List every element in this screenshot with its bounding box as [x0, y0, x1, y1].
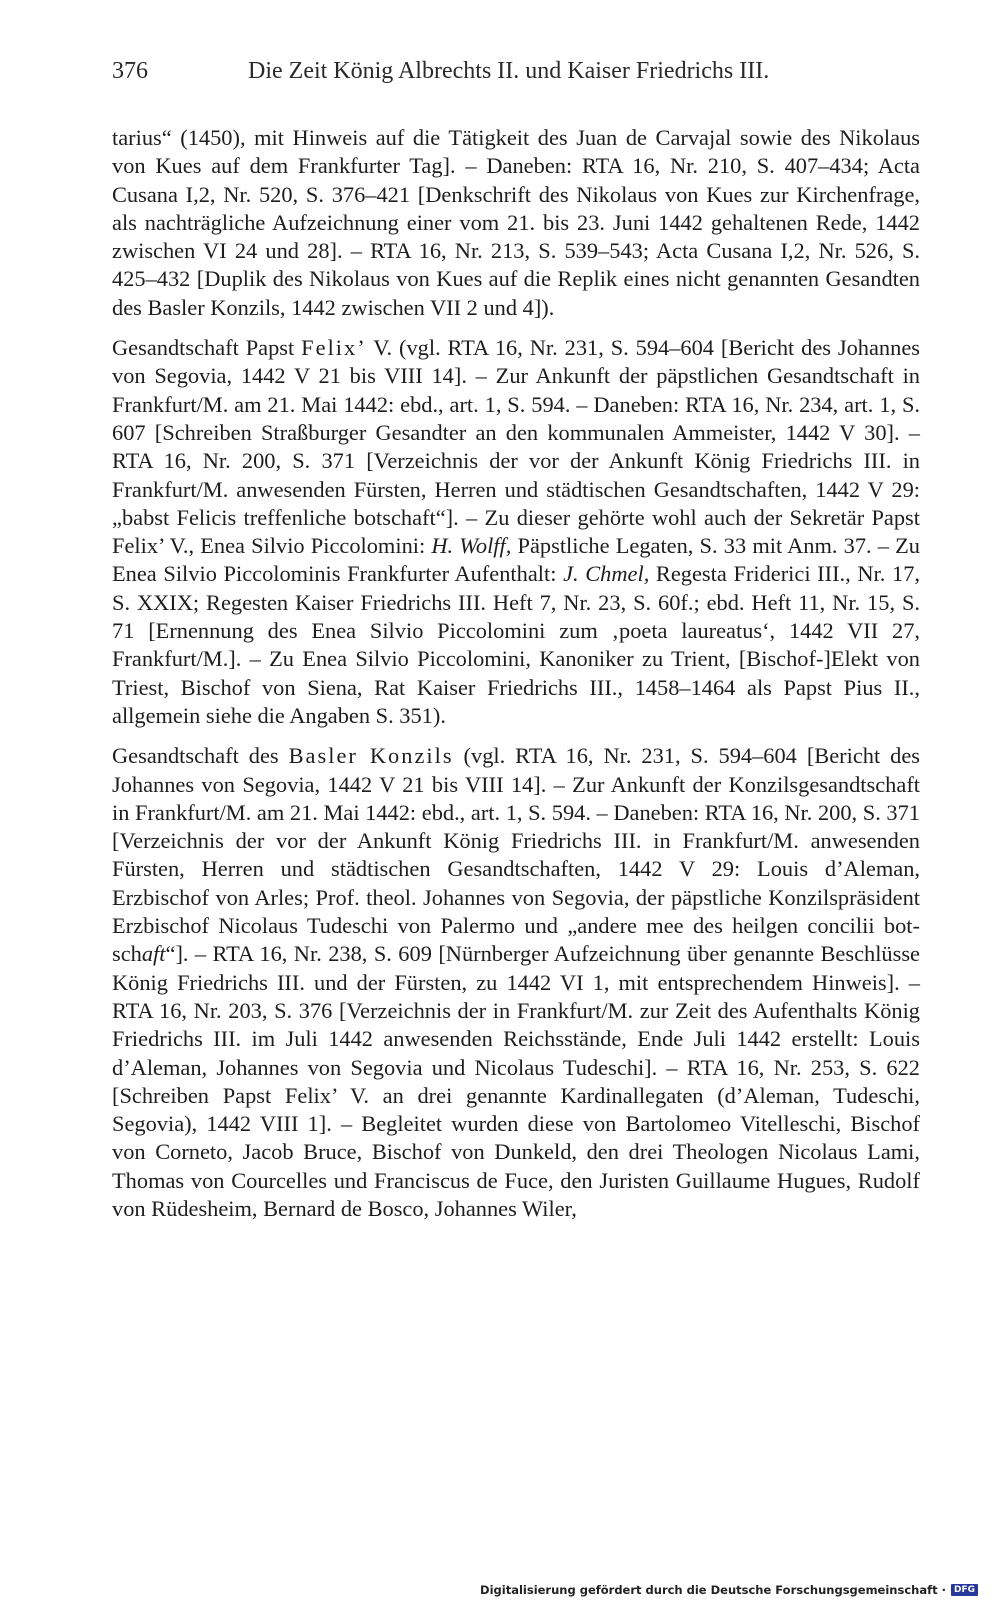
page-content — [112, 58, 920, 1235]
paragraph-1 — [112, 124, 920, 322]
body-text — [112, 124, 920, 1223]
paragraph-2-text-2: Päpstliche Legaten, S. 33 mit Anm. 37. – Zu Enea Silvio Piccolominis Frankfurter Aufenthalt: — [112, 533, 920, 587]
paragraph-3-italic: aft — [141, 941, 166, 967]
dfg-logo-icon: DFG — [951, 1584, 978, 1596]
paragraph-3 — [112, 742, 920, 1223]
running-title: Die Zeit König Albrechts II. und Kaiser Friedrichs III. — [248, 58, 770, 84]
paragraph-2-lead: Gesandtschaft Papst — [112, 335, 302, 361]
paragraph-3-spaced-name: Basler Konzils — [288, 743, 454, 769]
digitization-credit — [480, 1583, 978, 1597]
credit-text: Digitalisierung gefördert durch die Deutsche Forschungsgemeinschaft · — [480, 1583, 946, 1597]
paragraph-2-text-3: Regesta Friderici III., Nr. 17, S. XXIX; Regesten Kaiser Friedrichs III. Heft 7, Nr. 23, S. 60f.; ebd. Heft 11, Nr. 15, S. 71 [Ernennung des Enea Silvio Piccolomini zum ‚poeta laureatus‘, 1442 VII 27, Frankfurt/M.]. – Zu Enea Silvio Piccolomini, Kanoniker zu Trient, [Bischof-]Elekt von Triest, Bischof von Siena, Rat Kaiser Friedrichs III., 1458–1464 als Papst Pius II., allgemein siehe die Angaben S. 351). — [112, 561, 920, 728]
running-header — [112, 58, 920, 102]
paragraph-2-spaced-name: Felix’ — [301, 335, 367, 361]
paragraph-3-text: (vgl. RTA 16, Nr. 231, S. 594–604 [Bericht des Johannes von Segovia, 1442 V 21 bis VIII 14]. – Zur Ankunft der Konzilsgesandtschaft in Frankfurt/M. am 21. Mai 1442: ebd., art. 1, S. 594. – Daneben: RTA 16, Nr. 200, S. 371 [Verzeichnis der vor der Ankunft König Friedrichs III. in Frankfurt/M. anwesenden Fürsten, Herren und städtischen Gesandtschaften, 1442 V 29: Louis d’Aleman, Erzbischof von Arles; Prof. theol. Johannes von Segovia, der päpstliche Konzilspräsident Erzbischof Nicolaus Tudeschi von Palermo und „andere mee des heilgen concilii botsch — [112, 743, 920, 967]
paragraph-2-text: V. (vgl. RTA 16, Nr. 231, S. 594–604 [Bericht des Johannes von Segovia, 1442 V 21 bis VIII 14]. – Zur Ankunft der päpstlichen Gesandtschaft in Frankfurt/M. am 21. Mai 1442: ebd., art. 1, S. 594. – Daneben: RTA 16, Nr. 234, art. 1, S. 607 [Schreiben Straßburger Gesandter an den kommunalen Ammeister, 1442 V 30]. – RTA 16, Nr. 200, S. 371 [Verzeichnis der vor der Ankunft König Friedrichs III. in Frankfurt/M. anwesenden Fürsten, Herren und städtischen Gesandtschaften, 1442 V 29: „babst Felicis treffenliche botschaft“]. – Zu dieser gehörte wohl auch der Sekretär Papst Felix’ V., Enea Silvio Piccolomini: — [112, 335, 920, 559]
paragraph-3-text-2: “]. – RTA 16, Nr. 238, S. 609 [Nürnberger Aufzeichnung über genannte Beschlüsse König Friedrichs III. und der Fürsten, zu 1442 VI 1, mit entsprechendem Hinweis]. – RTA 16, Nr. 203, S. 376 [Verzeichnis der in Frankfurt/M. zur Zeit des Aufenthalts König Friedrichs III. im Juli 1442 anwesenden Reichsstände, Ende Juli 1442 erstellt: Louis d’Aleman, Johannes von Segovia und Nicolaus Tudeschi]. – RTA 16, Nr. 253, S. 622 [Schreiben Papst Felix’ V. an drei genannte Kardinallegaten (d’Aleman, Tudeschi, Segovia), 1442 VIII 1]. – Begleitet wurden diese von Bartolomeo Vitelleschi, Bischof von Corneto, Jacob Bruce, Bischof von Dunkeld, den drei Theologen Nicolaus Lami, Thomas von Courcelles und Franciscus de Fuce, den Juristen Guillaume Hugues, Rudolf von Rüdesheim, Bernard de Bosco, Johannes Wiler, — [112, 941, 920, 1221]
page-number: 376 — [112, 58, 148, 84]
citation-chmel: J. Chmel, — [563, 561, 650, 587]
citation-wolff: H. Wolff, — [431, 533, 512, 559]
paragraph-1-text: tarius“ (1450), mit Hinweis auf die Tätigkeit des Juan de Carvajal sowie des Nikolaus von Kues auf dem Frankfurter Tag]. – Daneben: RTA 16, Nr. 210, S. 407–434; Acta Cusana I,2, Nr. 520, S. 376–421 [Denkschrift des Nikolaus von Kues zur Kirchenfrage, als nachträgliche Aufzeichnung einer vom 21. bis 23. Juni 1442 gehaltenen Rede, 1442 zwischen VI 24 und 28]. – RTA 16, Nr. 213, S. 539–543; Acta Cusana I,2, Nr. 526, S. 425–432 [Duplik des Nikolaus von Kues auf die Replik eines nicht genannten Gesandten des Basler Konzils, 1442 zwischen VII 2 und 4]). — [112, 125, 920, 320]
paragraph-3-lead: Gesandtschaft des — [112, 743, 289, 769]
paragraph-2 — [112, 334, 920, 730]
